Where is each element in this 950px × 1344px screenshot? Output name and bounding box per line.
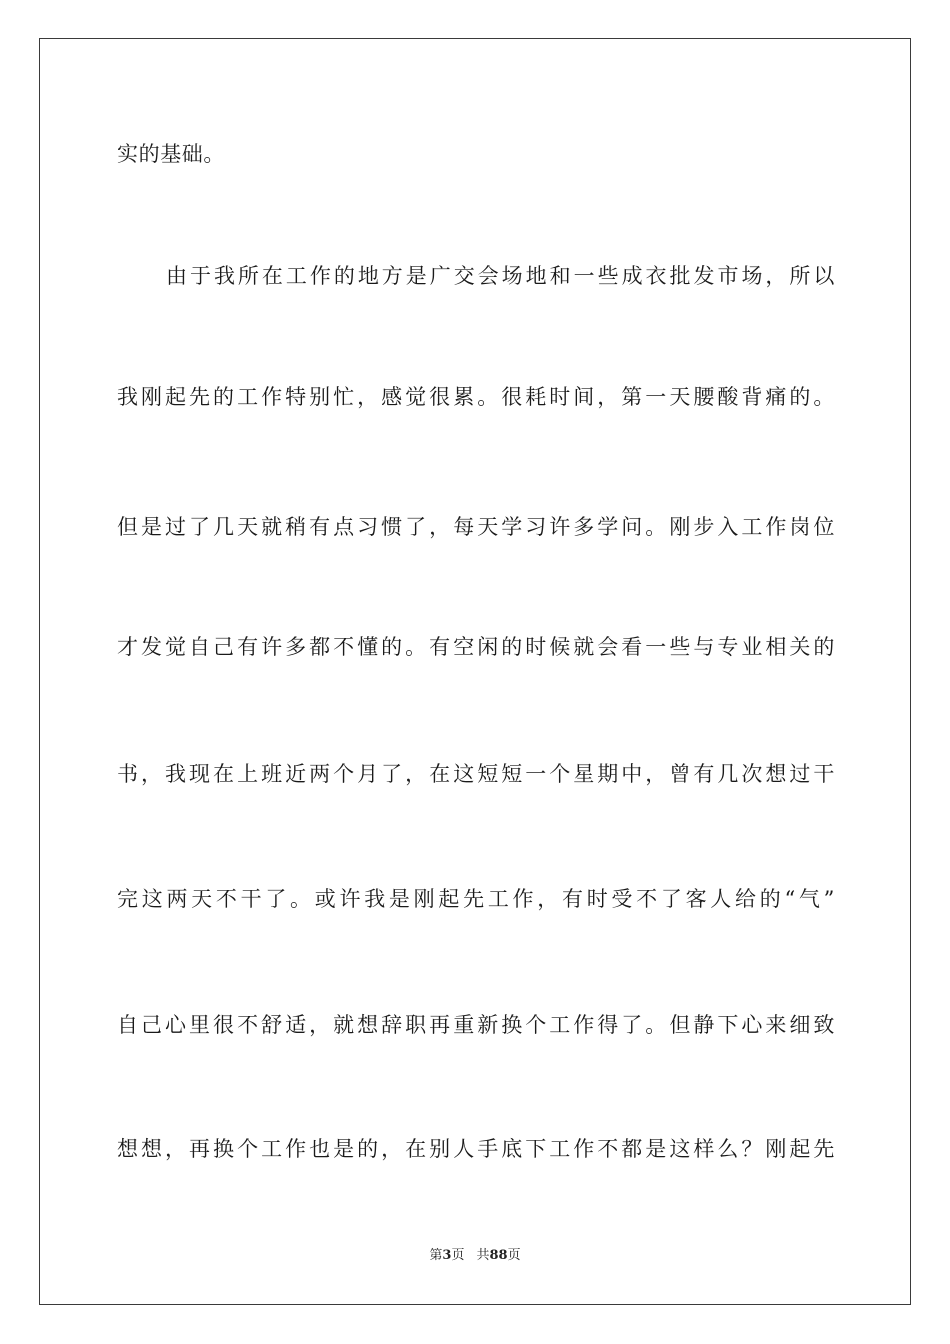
text-line: 实的基础。 bbox=[117, 142, 225, 166]
page-suffix: 页 bbox=[451, 1248, 465, 1263]
text-line: 想想，再换个工作也是的，在别人手底下工作不都是这样么？刚起先 bbox=[117, 1137, 835, 1161]
paragraph-first-line: 由于我所在工作的地方是广交会场地和一些成衣批发市场，所以 bbox=[166, 264, 835, 288]
total-suffix: 页 bbox=[507, 1248, 521, 1263]
text-line: 书，我现在上班近两个月了，在这短短一个星期中，曾有几次想过干 bbox=[117, 762, 835, 786]
text-line: 才发觉自己有许多都不懂的。有空闲的时候就会看一些与专业相关的 bbox=[117, 635, 835, 659]
page-number: 3 bbox=[442, 1248, 452, 1263]
total-pages: 88 bbox=[489, 1248, 508, 1263]
text-line: 但是过了几天就稍有点习惯了，每天学习许多学问。刚步入工作岗位 bbox=[117, 515, 835, 539]
page-prefix: 第 bbox=[429, 1248, 443, 1263]
page-footer bbox=[0, 1247, 950, 1265]
text-line: 我刚起先的工作特别忙，感觉很累。很耗时间，第一天腰酸背痛的。 bbox=[117, 385, 835, 409]
page-border bbox=[39, 38, 911, 1305]
total-prefix: 共 bbox=[476, 1248, 490, 1263]
text-line: 完这两天不干了。或许我是刚起先工作，有时受不了客人给的“气” bbox=[117, 887, 835, 911]
text-line: 自己心里很不舒适，就想辞职再重新换个工作得了。但静下心来细致 bbox=[117, 1013, 835, 1037]
